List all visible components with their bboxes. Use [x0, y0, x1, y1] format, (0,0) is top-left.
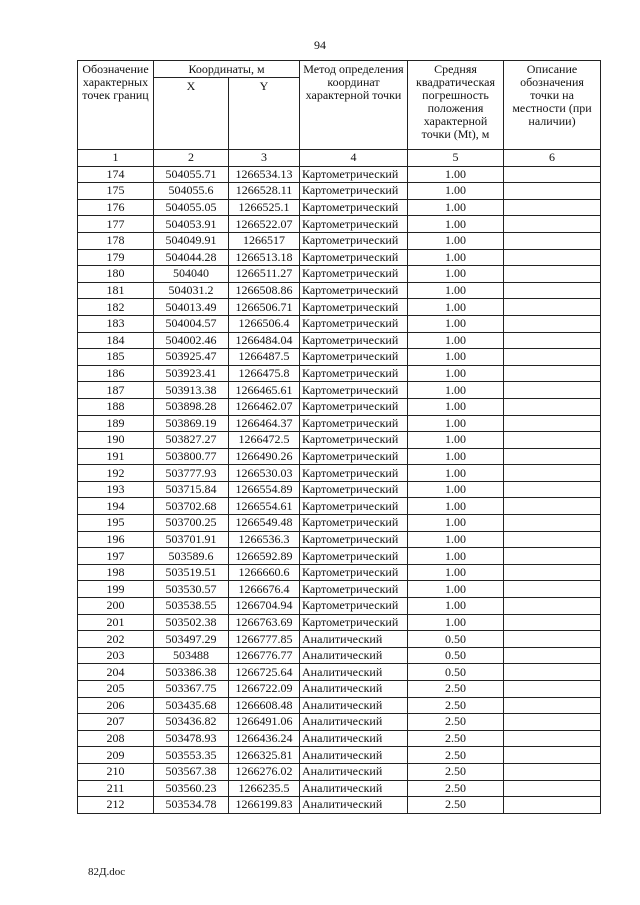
description-cell	[504, 382, 601, 399]
coordinates-table	[77, 60, 601, 814]
method-cell: Аналитический	[300, 714, 408, 731]
x-cell: 503589.6	[154, 548, 229, 565]
accuracy-cell: 1.00	[408, 398, 504, 415]
description-cell	[504, 349, 601, 366]
description-cell	[504, 581, 601, 598]
point-number-cell: 199	[78, 581, 154, 598]
y-cell: 1266592.89	[229, 548, 300, 565]
accuracy-cell: 2.50	[408, 697, 504, 714]
y-cell: 1266325.81	[229, 747, 300, 764]
table-row	[78, 515, 601, 532]
point-number-cell: 190	[78, 432, 154, 449]
accuracy-cell: 0.50	[408, 647, 504, 664]
column-number-row	[78, 150, 601, 167]
point-number-cell: 208	[78, 730, 154, 747]
description-cell	[504, 598, 601, 615]
method-cell: Аналитический	[300, 780, 408, 797]
description-cell	[504, 714, 601, 731]
point-number-cell: 192	[78, 465, 154, 482]
description-cell	[504, 564, 601, 581]
method-cell: Картометрический	[300, 199, 408, 216]
point-number-cell: 187	[78, 382, 154, 399]
accuracy-cell: 0.50	[408, 631, 504, 648]
y-cell: 1266472.5	[229, 432, 300, 449]
description-cell	[504, 299, 601, 316]
point-number-cell: 206	[78, 697, 154, 714]
method-cell: Картометрический	[300, 432, 408, 449]
y-cell: 1266530.03	[229, 465, 300, 482]
table-row	[78, 415, 601, 432]
accuracy-cell: 2.50	[408, 714, 504, 731]
method-cell: Аналитический	[300, 647, 408, 664]
method-cell: Картометрический	[300, 564, 408, 581]
method-cell: Аналитический	[300, 763, 408, 780]
description-cell	[504, 531, 601, 548]
table-row	[78, 730, 601, 747]
description-cell	[504, 398, 601, 415]
accuracy-cell: 1.00	[408, 382, 504, 399]
accuracy-cell: 1.00	[408, 498, 504, 515]
description-cell	[504, 183, 601, 200]
accuracy-cell: 1.00	[408, 548, 504, 565]
y-cell: 1266199.83	[229, 797, 300, 814]
table-row	[78, 465, 601, 482]
point-number-cell: 207	[78, 714, 154, 731]
point-number-cell: 196	[78, 531, 154, 548]
description-cell	[504, 747, 601, 764]
y-cell: 1266704.94	[229, 598, 300, 615]
y-cell: 1266725.64	[229, 664, 300, 681]
method-cell: Картометрический	[300, 465, 408, 482]
accuracy-cell: 2.50	[408, 763, 504, 780]
accuracy-cell: 2.50	[408, 747, 504, 764]
accuracy-cell: 1.00	[408, 282, 504, 299]
accuracy-cell: 2.50	[408, 681, 504, 698]
method-cell: Картометрический	[300, 282, 408, 299]
table-row	[78, 481, 601, 498]
header-accuracy: Средняя квадратическая погрешность положения характерной точки (Mt), м	[408, 61, 504, 150]
point-number-cell: 179	[78, 249, 154, 266]
y-cell: 1266777.85	[229, 631, 300, 648]
x-cell: 504040	[154, 266, 229, 283]
accuracy-cell: 1.00	[408, 183, 504, 200]
accuracy-cell: 1.00	[408, 299, 504, 316]
table-row	[78, 797, 601, 814]
table-row	[78, 282, 601, 299]
method-cell: Аналитический	[300, 681, 408, 698]
table-row	[78, 714, 601, 731]
method-cell: Картометрический	[300, 614, 408, 631]
table-row	[78, 763, 601, 780]
point-number-cell: 198	[78, 564, 154, 581]
column-number: 4	[300, 150, 408, 167]
point-number-cell: 202	[78, 631, 154, 648]
x-cell: 503700.25	[154, 515, 229, 532]
description-cell	[504, 249, 601, 266]
accuracy-cell: 1.00	[408, 315, 504, 332]
table-row	[78, 216, 601, 233]
method-cell: Картометрический	[300, 481, 408, 498]
y-cell: 1266508.86	[229, 282, 300, 299]
y-cell: 1266464.37	[229, 415, 300, 432]
point-number-cell: 209	[78, 747, 154, 764]
y-cell: 1266534.13	[229, 166, 300, 183]
x-cell: 503898.28	[154, 398, 229, 415]
y-cell: 1266660.6	[229, 564, 300, 581]
table-row	[78, 681, 601, 698]
footer-filename: 82Д.doc	[88, 866, 126, 878]
x-cell: 503488	[154, 647, 229, 664]
point-number-cell: 186	[78, 365, 154, 382]
table-row	[78, 498, 601, 515]
table-row	[78, 448, 601, 465]
y-cell: 1266484.04	[229, 332, 300, 349]
y-cell: 1266513.18	[229, 249, 300, 266]
point-number-cell: 201	[78, 614, 154, 631]
description-cell	[504, 498, 601, 515]
x-cell: 503386.38	[154, 664, 229, 681]
accuracy-cell: 1.00	[408, 365, 504, 382]
table-row	[78, 232, 601, 249]
description-cell	[504, 797, 601, 814]
x-cell: 503538.55	[154, 598, 229, 615]
method-cell: Картометрический	[300, 166, 408, 183]
point-number-cell: 185	[78, 349, 154, 366]
x-cell: 503702.68	[154, 498, 229, 515]
description-cell	[504, 664, 601, 681]
point-number-cell: 195	[78, 515, 154, 532]
table-row	[78, 432, 601, 449]
method-cell: Аналитический	[300, 730, 408, 747]
description-cell	[504, 266, 601, 283]
method-cell: Картометрический	[300, 531, 408, 548]
x-cell: 504002.46	[154, 332, 229, 349]
column-number: 6	[504, 150, 601, 167]
x-cell: 503777.93	[154, 465, 229, 482]
point-number-cell: 204	[78, 664, 154, 681]
method-cell: Аналитический	[300, 697, 408, 714]
y-cell: 1266522.07	[229, 216, 300, 233]
method-cell: Картометрический	[300, 349, 408, 366]
x-cell: 503367.75	[154, 681, 229, 698]
point-number-cell: 194	[78, 498, 154, 515]
x-cell: 503567.38	[154, 763, 229, 780]
table-row	[78, 349, 601, 366]
accuracy-cell: 0.50	[408, 664, 504, 681]
table-row	[78, 647, 601, 664]
method-cell: Картометрический	[300, 581, 408, 598]
y-cell: 1266276.02	[229, 763, 300, 780]
x-cell: 503534.78	[154, 797, 229, 814]
table-row	[78, 299, 601, 316]
table-row	[78, 398, 601, 415]
column-number: 5	[408, 150, 504, 167]
method-cell: Аналитический	[300, 797, 408, 814]
point-number-cell: 191	[78, 448, 154, 465]
accuracy-cell: 1.00	[408, 349, 504, 366]
description-cell	[504, 365, 601, 382]
description-cell	[504, 631, 601, 648]
x-cell: 504044.28	[154, 249, 229, 266]
table-row	[78, 315, 601, 332]
table-row	[78, 266, 601, 283]
method-cell: Картометрический	[300, 266, 408, 283]
accuracy-cell: 1.00	[408, 415, 504, 432]
point-number-cell: 181	[78, 282, 154, 299]
header-y: Y	[229, 78, 300, 150]
method-cell: Аналитический	[300, 747, 408, 764]
method-cell: Аналитический	[300, 664, 408, 681]
y-cell: 1266676.4	[229, 581, 300, 598]
point-number-cell: 177	[78, 216, 154, 233]
description-cell	[504, 780, 601, 797]
x-cell: 504049.91	[154, 232, 229, 249]
description-cell	[504, 647, 601, 664]
table-row	[78, 598, 601, 615]
x-cell: 503923.41	[154, 365, 229, 382]
description-cell	[504, 481, 601, 498]
x-cell: 503701.91	[154, 531, 229, 548]
description-cell	[504, 199, 601, 216]
description-cell	[504, 515, 601, 532]
x-cell: 503827.27	[154, 432, 229, 449]
accuracy-cell: 2.50	[408, 780, 504, 797]
point-number-cell: 200	[78, 598, 154, 615]
method-cell: Картометрический	[300, 315, 408, 332]
point-number-cell: 178	[78, 232, 154, 249]
accuracy-cell: 1.00	[408, 564, 504, 581]
x-cell: 504055.05	[154, 199, 229, 216]
y-cell: 1266491.06	[229, 714, 300, 731]
column-number: 1	[78, 150, 154, 167]
method-cell: Картометрический	[300, 515, 408, 532]
y-cell: 1266506.4	[229, 315, 300, 332]
method-cell: Картометрический	[300, 365, 408, 382]
x-cell: 504053.91	[154, 216, 229, 233]
method-cell: Картометрический	[300, 548, 408, 565]
accuracy-cell: 1.00	[408, 249, 504, 266]
column-number: 2	[154, 150, 229, 167]
accuracy-cell: 1.00	[408, 432, 504, 449]
x-cell: 503913.38	[154, 382, 229, 399]
x-cell: 503925.47	[154, 349, 229, 366]
point-number-cell: 174	[78, 166, 154, 183]
point-number-cell: 197	[78, 548, 154, 565]
accuracy-cell: 1.00	[408, 581, 504, 598]
description-cell	[504, 614, 601, 631]
table-row	[78, 747, 601, 764]
description-cell	[504, 681, 601, 698]
y-cell: 1266536.3	[229, 531, 300, 548]
y-cell: 1266506.71	[229, 299, 300, 316]
point-number-cell: 210	[78, 763, 154, 780]
y-cell: 1266525.1	[229, 199, 300, 216]
method-cell: Картометрический	[300, 183, 408, 200]
description-cell	[504, 166, 601, 183]
point-number-cell: 211	[78, 780, 154, 797]
method-cell: Картометрический	[300, 232, 408, 249]
point-number-cell: 203	[78, 647, 154, 664]
y-cell: 1266608.48	[229, 697, 300, 714]
description-cell	[504, 763, 601, 780]
table-row	[78, 780, 601, 797]
x-cell: 504004.57	[154, 315, 229, 332]
table-row	[78, 382, 601, 399]
y-cell: 1266475.8	[229, 365, 300, 382]
y-cell: 1266465.61	[229, 382, 300, 399]
table-row	[78, 697, 601, 714]
accuracy-cell: 1.00	[408, 199, 504, 216]
accuracy-cell: 1.00	[408, 166, 504, 183]
x-cell: 503800.77	[154, 448, 229, 465]
x-cell: 503502.38	[154, 614, 229, 631]
y-cell: 1266554.61	[229, 498, 300, 515]
y-cell: 1266554.89	[229, 481, 300, 498]
description-cell	[504, 432, 601, 449]
table-row	[78, 548, 601, 565]
point-number-cell: 189	[78, 415, 154, 432]
y-cell: 1266511.27	[229, 266, 300, 283]
method-cell: Картометрический	[300, 398, 408, 415]
point-number-cell: 205	[78, 681, 154, 698]
point-number-cell: 212	[78, 797, 154, 814]
table-row	[78, 614, 601, 631]
accuracy-cell: 1.00	[408, 216, 504, 233]
accuracy-cell: 1.00	[408, 332, 504, 349]
description-cell	[504, 697, 601, 714]
table-row	[78, 531, 601, 548]
table-row	[78, 664, 601, 681]
accuracy-cell: 1.00	[408, 531, 504, 548]
x-cell: 503560.23	[154, 780, 229, 797]
header-coordinates: Координаты, м	[154, 61, 300, 78]
method-cell: Картометрический	[300, 448, 408, 465]
description-cell	[504, 730, 601, 747]
table-row	[78, 166, 601, 183]
y-cell: 1266436.24	[229, 730, 300, 747]
x-cell: 503715.84	[154, 481, 229, 498]
x-cell: 504031.2	[154, 282, 229, 299]
point-number-cell: 184	[78, 332, 154, 349]
description-cell	[504, 332, 601, 349]
x-cell: 503869.19	[154, 415, 229, 432]
point-number-cell: 182	[78, 299, 154, 316]
point-number-cell: 193	[78, 481, 154, 498]
table-row	[78, 581, 601, 598]
point-number-cell: 183	[78, 315, 154, 332]
point-number-cell: 176	[78, 199, 154, 216]
y-cell: 1266235.5	[229, 780, 300, 797]
x-cell: 504013.49	[154, 299, 229, 316]
description-cell	[504, 282, 601, 299]
y-cell: 1266517	[229, 232, 300, 249]
header-designation: Обозначение характерных точек границ	[78, 61, 154, 150]
method-cell: Картометрический	[300, 498, 408, 515]
method-cell: Картометрический	[300, 216, 408, 233]
x-cell: 503478.93	[154, 730, 229, 747]
y-cell: 1266490.26	[229, 448, 300, 465]
method-cell: Картометрический	[300, 299, 408, 316]
y-cell: 1266763.69	[229, 614, 300, 631]
table-row	[78, 199, 601, 216]
y-cell: 1266487.5	[229, 349, 300, 366]
accuracy-cell: 1.00	[408, 266, 504, 283]
description-cell	[504, 216, 601, 233]
method-cell: Картометрический	[300, 415, 408, 432]
point-number-cell: 175	[78, 183, 154, 200]
table-row	[78, 365, 601, 382]
header-description: Описание обозначения точки на местности (при наличии)	[504, 61, 601, 150]
accuracy-cell: 1.00	[408, 598, 504, 615]
y-cell: 1266776.77	[229, 647, 300, 664]
header-method: Метод определения координат характерной точки	[300, 61, 408, 150]
accuracy-cell: 2.50	[408, 797, 504, 814]
x-cell: 503519.51	[154, 564, 229, 581]
method-cell: Картометрический	[300, 332, 408, 349]
y-cell: 1266549.48	[229, 515, 300, 532]
point-number-cell: 188	[78, 398, 154, 415]
table-row	[78, 332, 601, 349]
x-cell: 503497.29	[154, 631, 229, 648]
x-cell: 503530.57	[154, 581, 229, 598]
accuracy-cell: 1.00	[408, 448, 504, 465]
point-number-cell: 180	[78, 266, 154, 283]
accuracy-cell: 2.50	[408, 730, 504, 747]
description-cell	[504, 232, 601, 249]
method-cell: Аналитический	[300, 631, 408, 648]
column-number: 3	[229, 150, 300, 167]
description-cell	[504, 448, 601, 465]
description-cell	[504, 465, 601, 482]
method-cell: Картометрический	[300, 249, 408, 266]
accuracy-cell: 1.00	[408, 465, 504, 482]
method-cell: Картометрический	[300, 382, 408, 399]
accuracy-cell: 1.00	[408, 614, 504, 631]
page-number: 94	[314, 38, 326, 52]
header-x: X	[154, 78, 229, 150]
y-cell: 1266528.11	[229, 183, 300, 200]
accuracy-cell: 1.00	[408, 515, 504, 532]
table-row	[78, 249, 601, 266]
description-cell	[504, 315, 601, 332]
table-row	[78, 631, 601, 648]
x-cell: 503435.68	[154, 697, 229, 714]
accuracy-cell: 1.00	[408, 481, 504, 498]
x-cell: 504055.71	[154, 166, 229, 183]
y-cell: 1266462.07	[229, 398, 300, 415]
table-row	[78, 564, 601, 581]
x-cell: 504055.6	[154, 183, 229, 200]
description-cell	[504, 415, 601, 432]
table-row	[78, 183, 601, 200]
x-cell: 503553.35	[154, 747, 229, 764]
description-cell	[504, 548, 601, 565]
y-cell: 1266722.09	[229, 681, 300, 698]
x-cell: 503436.82	[154, 714, 229, 731]
method-cell: Картометрический	[300, 598, 408, 615]
accuracy-cell: 1.00	[408, 232, 504, 249]
